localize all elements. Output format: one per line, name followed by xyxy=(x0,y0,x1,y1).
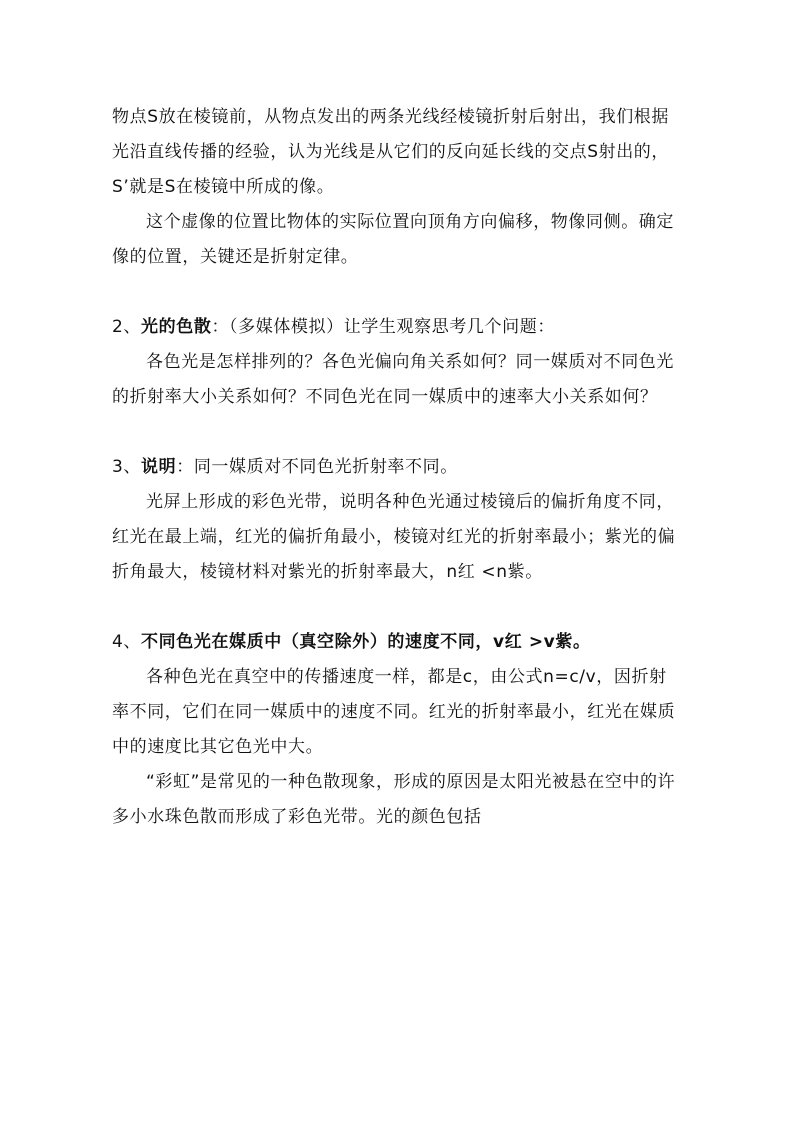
section-4-title: 不同色光在媒质中（真空除外）的速度不同，v红 >v紫。 xyxy=(141,632,591,652)
section-2-body: 各色光是怎样排列的？各色光偏向角关系如何？同一媒质对不同色光的折射率大小关系如何？不同色光在同一媒质中的速率大小关系如何？ xyxy=(112,352,674,407)
document-body xyxy=(112,100,682,835)
intro-paragraph-2: 这个虚像的位置比物体的实际位置向顶角方向偏移，物像同侧。确定像的位置，关键还是折射定律。 xyxy=(112,212,674,267)
section-3-number: 3、 xyxy=(112,457,142,477)
spacer xyxy=(112,275,682,310)
section-2-number: 2、 xyxy=(112,317,142,337)
section-4-number: 4、 xyxy=(112,632,142,652)
section-3-title: 说明 xyxy=(141,457,177,477)
section-2-heading xyxy=(112,310,682,345)
section-3-heading-rest: ：同一媒质对不同色光折射率不同。 xyxy=(176,457,458,477)
spacer xyxy=(112,415,682,450)
section-2-heading-rest: ：（多媒体模拟）让学生观察思考几个问题： xyxy=(211,317,555,337)
section-4-heading xyxy=(112,625,682,660)
section-4-body: 各种色光在真空中的传播速度一样，都是c，由公式n=c/v，因折射率不同，它们在同一媒质中的速度不同。红光的折射率最小，红光在媒质中的速度比其它色光中大。 xyxy=(112,667,676,757)
section-3-body: 光屏上形成的彩色光带，说明各种色光通过棱镜后的偏折角度不同，红光在最上端，红光的偏折角最小，棱镜对红光的折射率最小；紫光的偏折角最大，棱镜材料对紫光的折射率最大，n红 <n紫。 xyxy=(112,492,676,582)
section-3-heading xyxy=(112,450,682,485)
spacer xyxy=(112,590,682,625)
section-4-body-2: “彩虹”是常见的一种色散现象，形成的原因是太阳光被悬在空中的许多小水珠色散而形成了彩色光带。光的颜色包括 xyxy=(112,772,676,827)
section-2-title: 光的色散 xyxy=(141,317,212,337)
intro-paragraph: 物点S放在棱镜前，从物点发出的两条光线经棱镜折射后射出，我们根据光沿直线传播的经验，认为光线是从它们的反向延长线的交点S射出的， S’就是S在棱镜中所成的像。 xyxy=(112,107,669,197)
